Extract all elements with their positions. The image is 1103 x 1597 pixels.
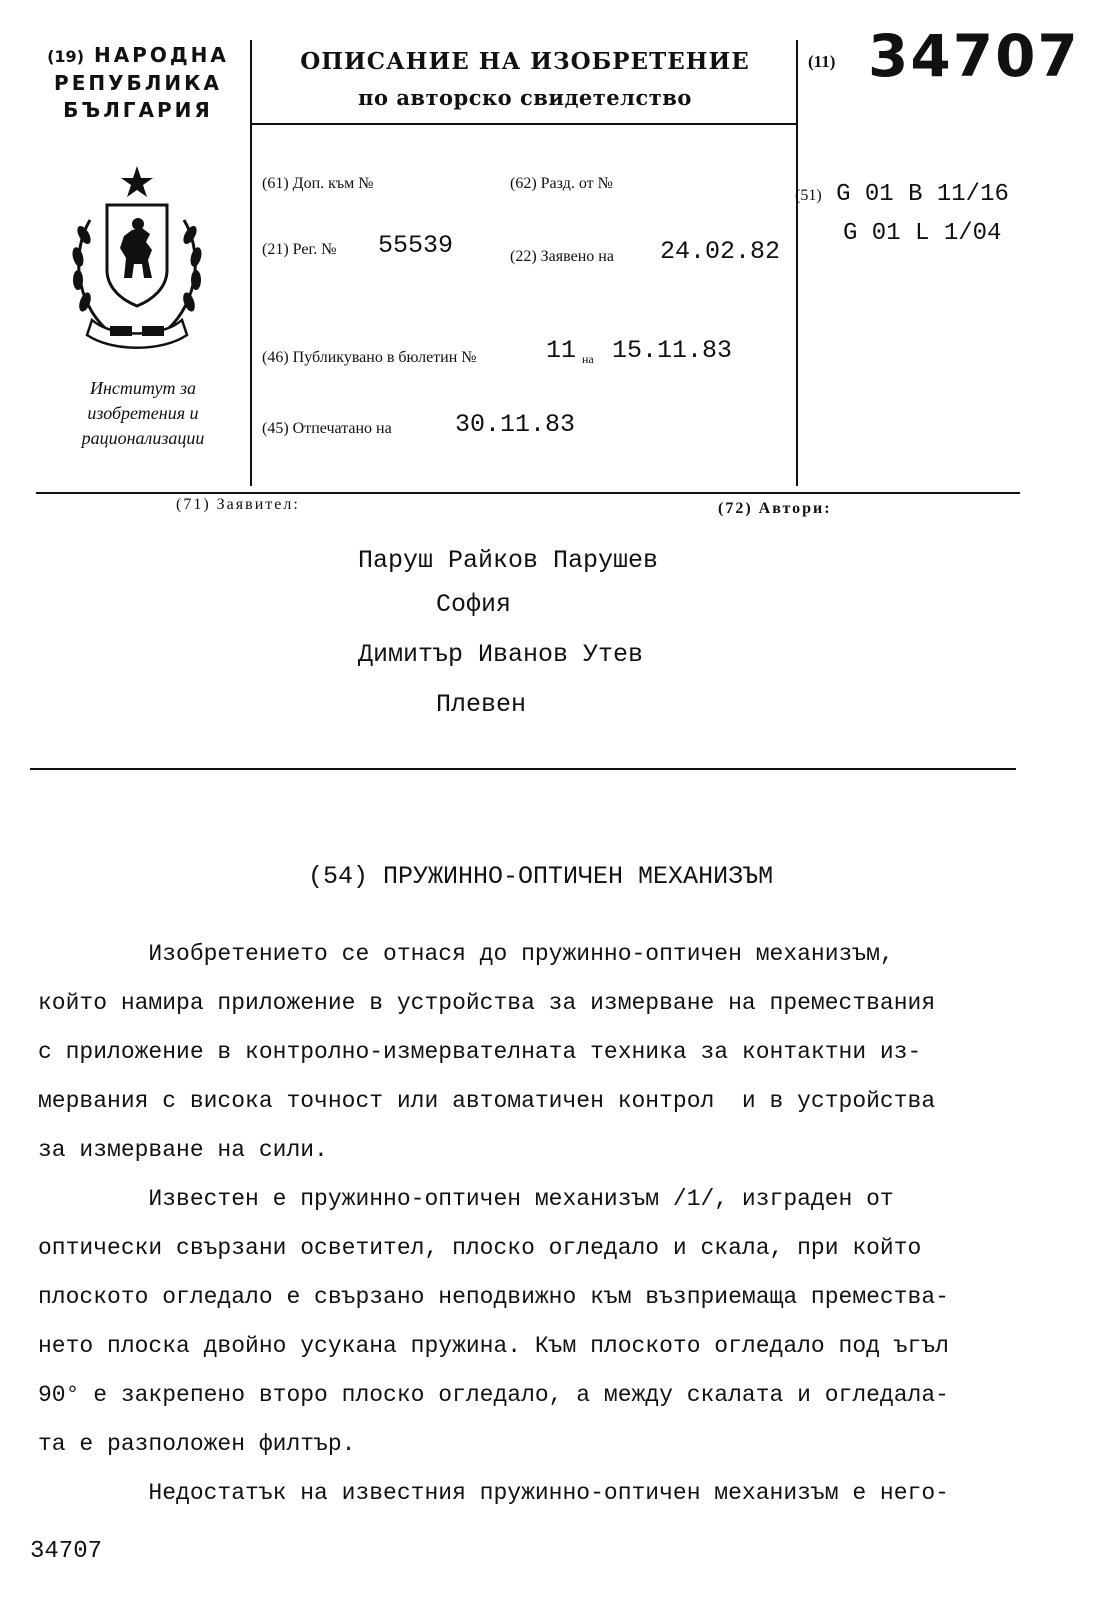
country-line-1: НАРОДНА <box>93 43 229 67</box>
institute-line-3: рационализации <box>81 428 205 448</box>
body-line-3: с приложение в контролно-измервателната техника за контактни из- <box>38 1039 922 1065</box>
field-21-label: (21) Рег. № <box>262 241 337 258</box>
authors-bottom-rule <box>30 768 1016 770</box>
body-line-7: оптически свързани осветител, плоско огледало и скала, при който <box>38 1235 922 1261</box>
body-line-11: та е разположен филтър. <box>38 1431 356 1457</box>
field-62-label: (62) Разд. от № <box>510 175 613 192</box>
body-line-10: 90° е закрепено второ плоско огледало, а между скалата и огледала- <box>38 1382 949 1408</box>
box-left-border <box>250 40 252 486</box>
institute-line-1: Институт за <box>90 378 196 398</box>
state-emblem-icon <box>52 160 222 360</box>
body-line-6: Известен е пружинно-оптичен механизъм /1/, изграден от <box>38 1186 894 1212</box>
country-block <box>38 42 238 124</box>
institute-name <box>48 376 238 451</box>
header-bottom-rule <box>36 492 1020 494</box>
field-46-label: (46) Публикувано в бюлетин № <box>262 349 477 366</box>
pub-number-code: (11) <box>808 52 836 71</box>
body-line-2: който намира приложение в устройства за измерване на премествания <box>38 990 936 1016</box>
pub-number: 34707 <box>868 22 1080 90</box>
author-1-name: Паруш Райков Парушев <box>358 546 659 575</box>
field-46-value: 11 <box>546 336 577 365</box>
document-type-title <box>258 44 792 116</box>
field-45-value: 30.11.83 <box>455 410 576 439</box>
country-line-3: БЪЛГАРИЯ <box>63 98 213 122</box>
box-right-border <box>796 40 798 486</box>
body-line-12: Недостатък на известния пружинно-оптичен механизъм е него- <box>38 1480 949 1506</box>
ipc-line-1: G 01 B 11/16 <box>836 181 1009 208</box>
field-46-on: на <box>582 352 594 366</box>
field-22-label: (22) Заявено на <box>510 248 614 265</box>
institute-line-2: изобретения и <box>87 403 199 423</box>
author-1-city: София <box>436 590 512 619</box>
country-line-2: РЕПУБЛИКА <box>54 71 222 95</box>
body-line-5: за измерване на сили. <box>38 1137 328 1163</box>
field-72-label: (72) Автори: <box>718 500 832 517</box>
field-21-value: 55539 <box>378 231 454 260</box>
box-title-divider <box>250 123 798 125</box>
body-line-4: мервания с висока точност или автоматичен контрол и в устройства <box>38 1088 936 1114</box>
footer-pub-number: 34707 <box>30 1538 103 1565</box>
field-22-value: 24.02.82 <box>660 237 781 266</box>
field-46-date: 15.11.83 <box>612 336 733 365</box>
ipc-line-2: G 01 L 1/04 <box>843 220 1002 247</box>
field-71-label: (71) Заявител: <box>176 496 300 513</box>
doc-subtitle: по авторско свидетелство <box>358 85 692 110</box>
country-code: (19) <box>47 47 84 66</box>
author-2-city: Плевен <box>436 690 527 719</box>
body-line-9: нето плоска двойно усукана пружина. Към плоското огледало под ъгъл <box>38 1333 949 1359</box>
description-body <box>38 930 1068 1518</box>
author-2-name: Димитър Иванов Утев <box>358 640 644 669</box>
body-line-8: плоското огледало е свързано неподвижно към възприемаща премества- <box>38 1284 949 1310</box>
ipc-classification <box>795 176 1009 253</box>
body-line-1: Изобретението се отнася до пружинно-оптичен механизъм, <box>38 941 894 967</box>
field-45-label: (45) Отпечатано на <box>262 420 392 437</box>
ipc-code: (51) <box>795 187 822 204</box>
field-61-label: (61) Доп. към № <box>262 175 374 192</box>
doc-title: ОПИСАНИЕ НА ИЗОБРЕТЕНИЕ <box>300 48 750 75</box>
invention-title: (54) ПРУЖИННО-ОПТИЧЕН МЕХАНИЗЪМ <box>308 862 774 891</box>
